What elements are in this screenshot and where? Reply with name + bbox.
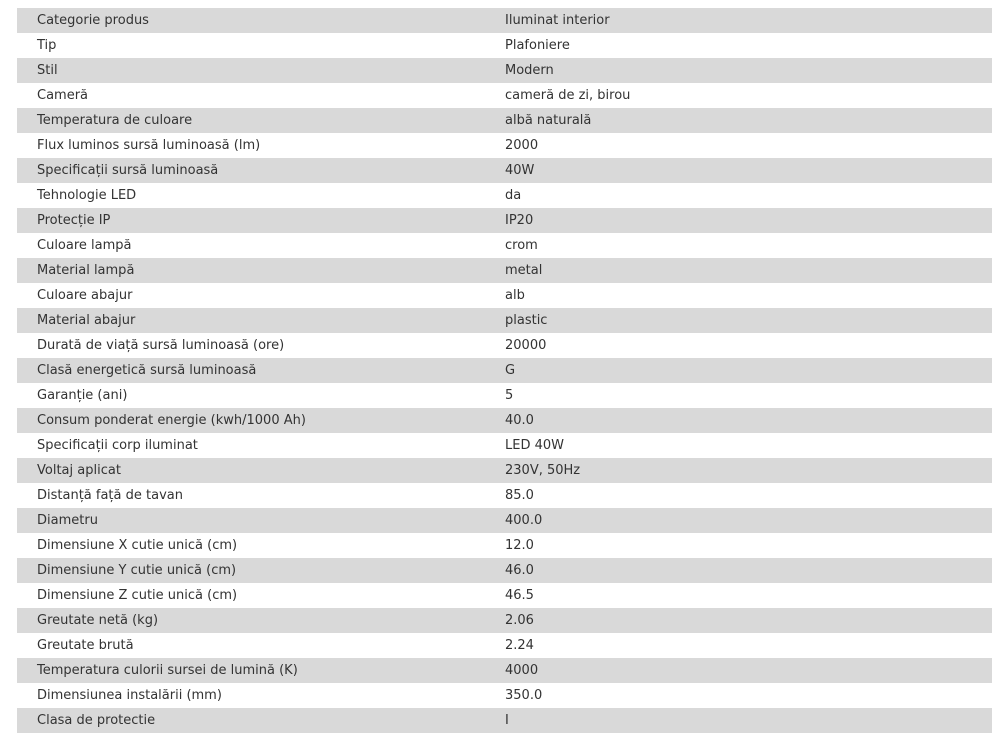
spec-label: Voltaj aplicat: [17, 458, 505, 483]
spec-row: [17, 58, 992, 83]
spec-label: Dimensiune Z cutie unică (cm): [17, 583, 505, 608]
spec-label: Consum ponderat energie (kwh/1000 Ah): [17, 408, 505, 433]
spec-value: 2.24: [505, 633, 992, 658]
spec-label: Dimensiunea instalării (mm): [17, 683, 505, 708]
spec-value: Iluminat interior: [505, 8, 992, 33]
spec-value: 350.0: [505, 683, 992, 708]
spec-value: alb: [505, 283, 992, 308]
spec-value: Plafoniere: [505, 33, 992, 58]
spec-value: 230V, 50Hz: [505, 458, 992, 483]
spec-label: Culoare lampă: [17, 233, 505, 258]
spec-value: metal: [505, 258, 992, 283]
spec-row: [17, 183, 992, 208]
spec-label: Culoare abajur: [17, 283, 505, 308]
spec-value: crom: [505, 233, 992, 258]
spec-row: [17, 33, 992, 58]
spec-row: [17, 608, 992, 633]
spec-label: Protecție IP: [17, 208, 505, 233]
spec-row: [17, 108, 992, 133]
spec-row: [17, 633, 992, 658]
spec-row: [17, 483, 992, 508]
spec-label: Diametru: [17, 508, 505, 533]
spec-label: Categorie produs: [17, 8, 505, 33]
spec-row: [17, 83, 992, 108]
spec-row: [17, 283, 992, 308]
spec-row: [17, 308, 992, 333]
spec-value: G: [505, 358, 992, 383]
spec-row: [17, 208, 992, 233]
spec-row: [17, 508, 992, 533]
spec-value: da: [505, 183, 992, 208]
spec-label: Garanție (ani): [17, 383, 505, 408]
spec-value: 4000: [505, 658, 992, 683]
spec-row: [17, 708, 992, 733]
spec-label: Flux luminos sursă luminoasă (lm): [17, 133, 505, 158]
spec-value: IP20: [505, 208, 992, 233]
spec-value: 40.0: [505, 408, 992, 433]
spec-value: LED 40W: [505, 433, 992, 458]
spec-label: Temperatura culorii sursei de lumină (K): [17, 658, 505, 683]
spec-label: Specificații corp iluminat: [17, 433, 505, 458]
spec-row: [17, 433, 992, 458]
specifications-table: [17, 8, 992, 733]
spec-value: 2.06: [505, 608, 992, 633]
spec-row: [17, 583, 992, 608]
spec-row: [17, 333, 992, 358]
spec-value: 46.0: [505, 558, 992, 583]
spec-value: 400.0: [505, 508, 992, 533]
spec-row: [17, 658, 992, 683]
spec-row: [17, 258, 992, 283]
spec-label: Greutate netă (kg): [17, 608, 505, 633]
spec-label: Specificații sursă luminoasă: [17, 158, 505, 183]
spec-row: [17, 358, 992, 383]
spec-row: [17, 558, 992, 583]
spec-row: [17, 533, 992, 558]
spec-label: Tehnologie LED: [17, 183, 505, 208]
spec-row: [17, 458, 992, 483]
spec-value: 5: [505, 383, 992, 408]
spec-row: [17, 8, 992, 33]
spec-label: Temperatura de culoare: [17, 108, 505, 133]
spec-row: [17, 158, 992, 183]
spec-value: 46.5: [505, 583, 992, 608]
spec-label: Greutate brută: [17, 633, 505, 658]
spec-value: 20000: [505, 333, 992, 358]
spec-row: [17, 383, 992, 408]
spec-value: 85.0: [505, 483, 992, 508]
spec-value: cameră de zi, birou: [505, 83, 992, 108]
spec-label: Material lampă: [17, 258, 505, 283]
spec-label: Tip: [17, 33, 505, 58]
spec-label: Dimensiune X cutie unică (cm): [17, 533, 505, 558]
spec-label: Durată de viață sursă luminoasă (ore): [17, 333, 505, 358]
spec-label: Distanță față de tavan: [17, 483, 505, 508]
spec-label: Cameră: [17, 83, 505, 108]
specifications-body: [17, 8, 992, 733]
spec-row: [17, 133, 992, 158]
spec-row: [17, 683, 992, 708]
spec-value: I: [505, 708, 992, 733]
spec-value: 40W: [505, 158, 992, 183]
spec-row: [17, 408, 992, 433]
spec-label: Dimensiune Y cutie unică (cm): [17, 558, 505, 583]
spec-label: Clasa de protectie: [17, 708, 505, 733]
spec-value: Modern: [505, 58, 992, 83]
spec-value: plastic: [505, 308, 992, 333]
spec-label: Material abajur: [17, 308, 505, 333]
spec-value: albă naturală: [505, 108, 992, 133]
spec-row: [17, 233, 992, 258]
spec-value: 2000: [505, 133, 992, 158]
spec-value: 12.0: [505, 533, 992, 558]
spec-label: Clasă energetică sursă luminoasă: [17, 358, 505, 383]
spec-label: Stil: [17, 58, 505, 83]
